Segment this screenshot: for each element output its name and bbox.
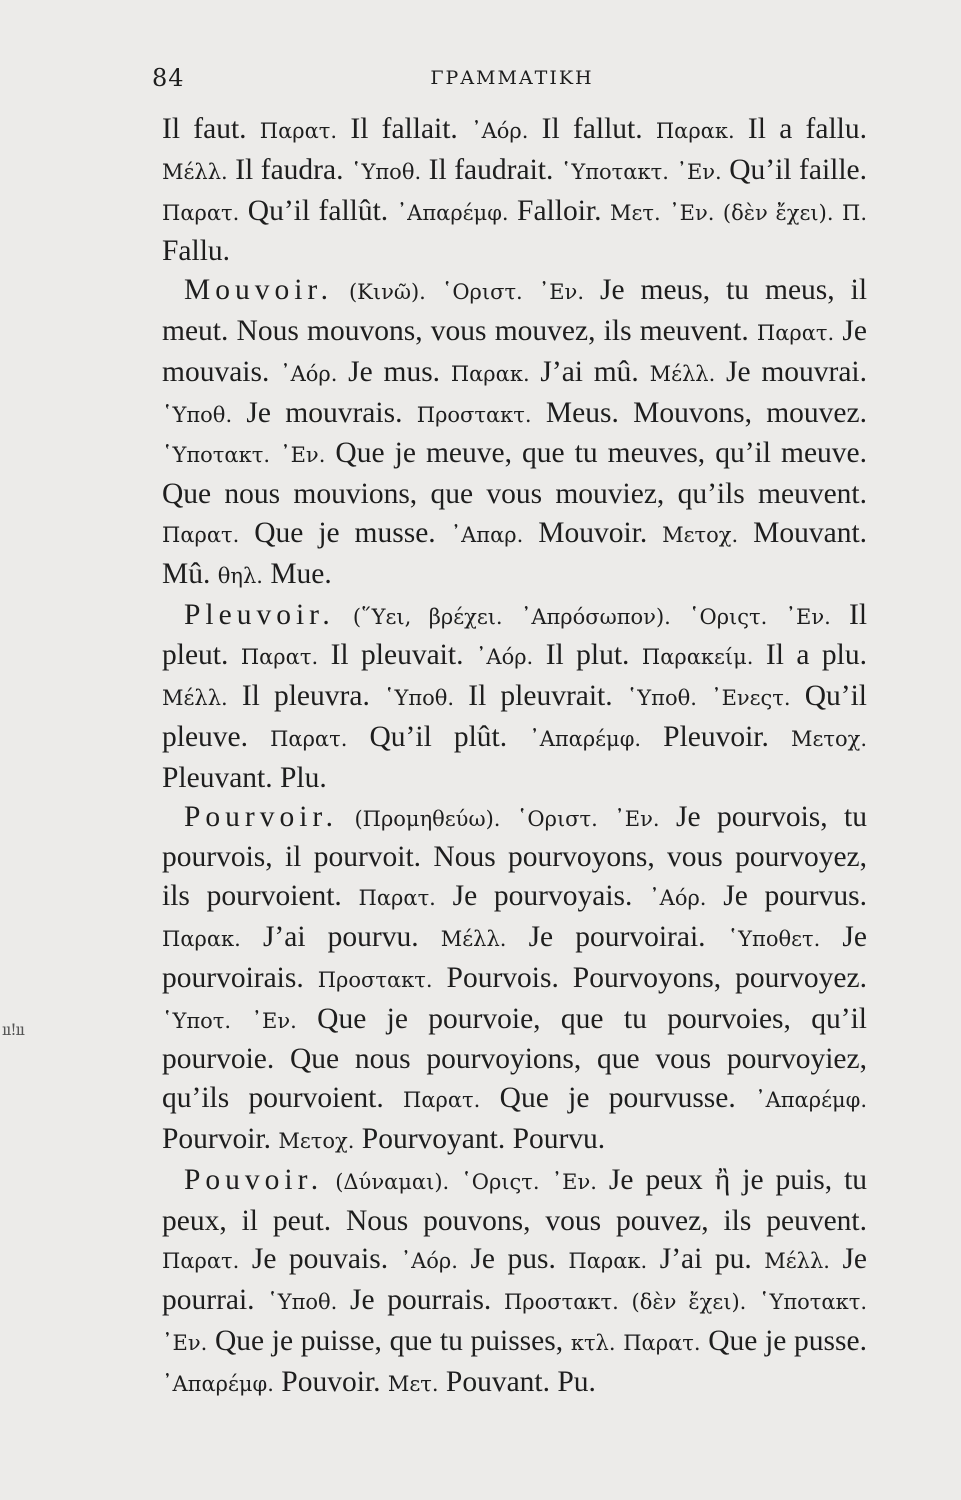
french-text xyxy=(503,599,521,631)
verb-headword: Pleuvoir. xyxy=(184,598,335,631)
greek-abbreviation: ᾽Απαρέμφ. xyxy=(755,1088,867,1113)
greek-abbreviation: Παρατ. xyxy=(240,645,319,670)
verb-headword: Pouvoir. xyxy=(184,1163,324,1196)
greek-abbreviation: Μετ. xyxy=(609,200,661,225)
greek-abbreviation: ᾽Εν. xyxy=(280,443,326,468)
french-text xyxy=(661,195,669,227)
entry-mouvoir xyxy=(162,271,867,595)
greek-abbreviation: ᾽Ενεςτ. xyxy=(711,686,791,711)
french-text: Je pouvais. xyxy=(239,1243,401,1276)
french-text: Pourvois. Pourvoyons, pourvoyez. xyxy=(432,961,867,994)
greek-abbreviation: Παρατ. xyxy=(259,119,338,143)
greek-abbreviation: ᾽Εν. xyxy=(614,806,660,831)
greek-abbreviation: ᾽Αόρ. xyxy=(280,361,338,386)
french-text: Je pourvus. xyxy=(706,880,867,913)
french-text: Que je meuve, que tu meuves, qu’il meuve. Que nous mouvions, que vous mouviez, qu’ils meuvent. xyxy=(162,437,868,511)
french-text xyxy=(671,599,689,631)
greek-abbreviation: ῾Υποθ. xyxy=(267,1290,338,1315)
greek-abbreviation: (Κινῶ). xyxy=(348,280,426,305)
french-text: Je meus, tu meus, il meut. Nous mouvons, vous mouvez, ils meuvent. xyxy=(162,274,868,347)
greek-abbreviation: Π. xyxy=(842,200,868,225)
french-text: Pleuvoir. xyxy=(641,720,791,753)
greek-abbreviation: Παρακ. xyxy=(655,119,735,143)
french-text: Je pourvoirai. xyxy=(506,920,728,953)
greek-abbreviation: Παρακ. xyxy=(568,1249,648,1274)
french-text: Je pourvoyais. xyxy=(435,880,650,913)
greek-abbreviation: κτλ. xyxy=(570,1330,616,1355)
page-header xyxy=(152,64,872,94)
greek-abbreviation: ᾽Απαρέμφ. xyxy=(162,1371,274,1396)
french-text: Je pourvois, tu pourvois, il pourvoit. Nous pourvoyons, vous pourvoyez, ils pourvoient. xyxy=(162,800,867,913)
french-text xyxy=(231,1003,251,1035)
french-text: Mouvoir. xyxy=(523,516,663,549)
greek-abbreviation: ῾Υποθετ. xyxy=(727,926,821,951)
french-text: Il pleut. xyxy=(162,598,868,672)
french-text: Je mouvrais. xyxy=(232,396,417,429)
verb-headword: Mouvoir. xyxy=(184,274,333,307)
greek-abbreviation: ῾Οριςτ. xyxy=(461,1169,540,1194)
greek-abbreviation: Παρατ. xyxy=(756,320,835,345)
french-text: Meus. Mouvons, mouvez. xyxy=(531,396,867,429)
french-text: Pouvoir. xyxy=(273,1365,388,1398)
french-text: Que je pourvusse. xyxy=(480,1082,756,1115)
greek-abbreviation: Προστακτ. xyxy=(317,967,433,992)
french-text: Fallu. xyxy=(162,235,231,268)
french-text: J’ai pu. xyxy=(647,1243,765,1276)
greek-abbreviation: Παρατ. xyxy=(403,1088,481,1113)
greek-abbreviation: ᾽Απαρέμφ. xyxy=(529,726,642,751)
french-text xyxy=(333,274,349,306)
greek-abbreviation: ῾Υποτ. xyxy=(162,1008,232,1033)
greek-abbreviation: ᾽Εν. xyxy=(669,200,715,225)
french-text: Il fallut. xyxy=(528,113,656,145)
french-text: Falloir. xyxy=(508,194,610,227)
french-text: Que je musse. xyxy=(239,516,451,549)
greek-abbreviation: ᾽Εν. xyxy=(551,1169,597,1194)
french-text: Il pleuvait. xyxy=(318,639,476,672)
greek-abbreviation: (Προμηθεύω). xyxy=(354,806,501,831)
greek-abbreviation: ῾Υποτακτ. xyxy=(759,1290,868,1315)
french-text: Je pourrai. xyxy=(162,1243,868,1317)
french-text: Je pus. xyxy=(457,1243,569,1276)
greek-abbreviation: ῾Υποθ. xyxy=(626,686,697,711)
greek-abbreviation: Μέλλ. xyxy=(764,1249,830,1274)
greek-abbreviation: Μετοχ. xyxy=(790,726,867,751)
greek-abbreviation: ᾽Εν. xyxy=(785,604,831,629)
french-text: Il fallait. xyxy=(337,113,472,145)
french-text xyxy=(449,1164,461,1196)
french-text: Il plut. xyxy=(533,639,642,672)
french-text: Que je puisse, que tu puisses, xyxy=(207,1324,571,1357)
greek-abbreviation: ᾽Απρόσωπον). xyxy=(520,604,671,629)
greek-abbreviation: ᾽Απαρέμφ. xyxy=(396,200,509,225)
french-text xyxy=(746,1284,759,1316)
french-text: Mue. xyxy=(262,557,332,590)
french-text: J’ai pourvu. xyxy=(240,920,441,953)
page-body xyxy=(162,110,867,1404)
french-text xyxy=(270,437,280,469)
greek-abbreviation: Μέλλ. xyxy=(162,686,228,711)
greek-abbreviation: ῾Υποθ. xyxy=(162,402,233,427)
french-text xyxy=(767,599,785,631)
french-text: Je peux ἢ je puis, tu peux, il peut. Nous pouvons, vous pouvez, ils peuvent. xyxy=(162,1163,868,1237)
greek-abbreviation: (Δύναμαι). xyxy=(335,1169,450,1194)
greek-abbreviation: Μετ. xyxy=(387,1371,439,1396)
greek-abbreviation: Παρατ. xyxy=(162,200,240,225)
greek-abbreviation: Παρατ. xyxy=(270,726,348,751)
french-text: Qu’il fallût. xyxy=(239,194,397,227)
french-text xyxy=(335,599,353,631)
french-text xyxy=(619,1284,632,1316)
greek-abbreviation: Μέλλ. xyxy=(649,361,716,386)
french-text: Que je pusse. xyxy=(700,1324,867,1357)
french-text xyxy=(426,274,442,306)
greek-abbreviation: (῞Υει, βρέχει. xyxy=(352,604,503,629)
greek-abbreviation: θηλ. xyxy=(217,563,263,588)
greek-abbreviation: ᾽Αόρ. xyxy=(400,1249,458,1274)
page-number: 84 xyxy=(152,64,185,92)
french-text xyxy=(323,1164,335,1196)
greek-abbreviation: Μετοχ. xyxy=(278,1128,355,1153)
greek-abbreviation: Προστακτ. xyxy=(416,402,532,427)
french-text: Il pleuvrait. xyxy=(454,680,627,713)
french-text xyxy=(500,801,516,833)
verb-headword: Pourvoir. xyxy=(184,800,338,833)
french-text: Je pourvoirais. xyxy=(162,920,867,994)
greek-abbreviation: ᾽Εν. xyxy=(538,280,584,305)
running-title: ΓΡΑΜΜΑΤΙΚΗ xyxy=(430,67,594,89)
french-text: Que je pourvoie, que tu pourvoies, qu’il pourvoie. Que nous pourvoyions, que vous pourvoyiez, qu’ils pourvoient. xyxy=(162,1002,867,1115)
french-text xyxy=(338,801,354,833)
greek-abbreviation: Μέλλ. xyxy=(162,159,228,184)
greek-abbreviation: ῾Υποθ. xyxy=(383,686,455,711)
french-text: Il faudra. xyxy=(227,153,352,186)
greek-abbreviation: Παρατ. xyxy=(162,522,240,547)
french-text: Il a plu. xyxy=(753,639,867,672)
french-text: Il faudrait. xyxy=(421,153,561,186)
french-text: Pouvant. Pu. xyxy=(438,1365,596,1398)
greek-abbreviation: ᾽Εν. xyxy=(162,1330,208,1355)
french-text: Pleuvant. Plu. xyxy=(162,761,327,794)
greek-abbreviation: Παρακ. xyxy=(162,926,241,951)
french-text: Pourvoir. xyxy=(162,1122,279,1155)
french-text: J’ai mû. xyxy=(529,355,650,388)
greek-abbreviation: ῾Οριστ. xyxy=(441,280,523,305)
french-text xyxy=(697,680,711,712)
greek-abbreviation: ῾Οριστ. xyxy=(516,806,598,831)
greek-abbreviation: (δὲν ἔχει). xyxy=(722,200,834,225)
french-text xyxy=(714,195,722,227)
greek-abbreviation: ᾽Αόρ. xyxy=(471,119,529,143)
french-text: Il faut. xyxy=(162,113,260,145)
entry-pouvoir xyxy=(162,1161,867,1404)
entry-pleuvoir xyxy=(162,596,867,798)
margin-mark: ıı!ıı xyxy=(2,1020,24,1039)
greek-abbreviation: Παρακ. xyxy=(450,361,530,386)
greek-abbreviation: (δὲν ἔχει). xyxy=(631,1290,747,1315)
greek-abbreviation: Παρατ. xyxy=(623,1330,701,1355)
french-text xyxy=(523,274,539,306)
french-text xyxy=(834,195,842,227)
greek-abbreviation: ῾Οριςτ. xyxy=(689,604,768,629)
french-text: Je mouvrai. xyxy=(715,355,868,388)
greek-abbreviation: Παρατ. xyxy=(162,1249,240,1274)
french-text: Il pleuvra. xyxy=(227,680,384,713)
greek-abbreviation: Μέλλ. xyxy=(440,926,507,951)
greek-abbreviation: ῾Υποθ. xyxy=(351,159,422,184)
french-text: Pourvoyant. Pourvu. xyxy=(354,1122,606,1155)
french-text xyxy=(598,801,614,833)
french-text: Je mus. xyxy=(337,355,451,388)
greek-abbreviation: ᾽Εν. xyxy=(676,159,722,184)
greek-abbreviation: ᾽Απαρ. xyxy=(450,522,524,547)
french-text xyxy=(540,1164,552,1196)
french-text: Qu’il pleuve. xyxy=(162,680,868,753)
greek-abbreviation: Προστακτ. xyxy=(503,1290,619,1315)
greek-abbreviation: Μετοχ. xyxy=(662,522,739,547)
greek-abbreviation: ῾Υποτακτ. xyxy=(560,159,669,184)
french-text: Il a fallu. xyxy=(734,113,867,145)
greek-abbreviation: Παρακείμ. xyxy=(641,645,754,670)
french-text: Je pourrais. xyxy=(337,1284,504,1317)
greek-abbreviation: ῾Υποτακτ. xyxy=(162,443,271,468)
entry-pourvoir xyxy=(162,798,867,1161)
entry-falloir xyxy=(162,110,867,271)
greek-abbreviation: ᾽Αόρ. xyxy=(649,886,707,911)
greek-abbreviation: ᾽Εν. xyxy=(251,1008,297,1033)
french-text: Mouvant. Mû. xyxy=(162,516,868,590)
french-text: Qu’il faille. xyxy=(721,153,868,186)
greek-abbreviation: Παρατ. xyxy=(358,886,436,911)
greek-abbreviation: ᾽Αόρ. xyxy=(475,645,534,670)
french-text: Je mouvais. xyxy=(162,314,868,388)
french-text: Qu’il plût. xyxy=(347,720,530,753)
